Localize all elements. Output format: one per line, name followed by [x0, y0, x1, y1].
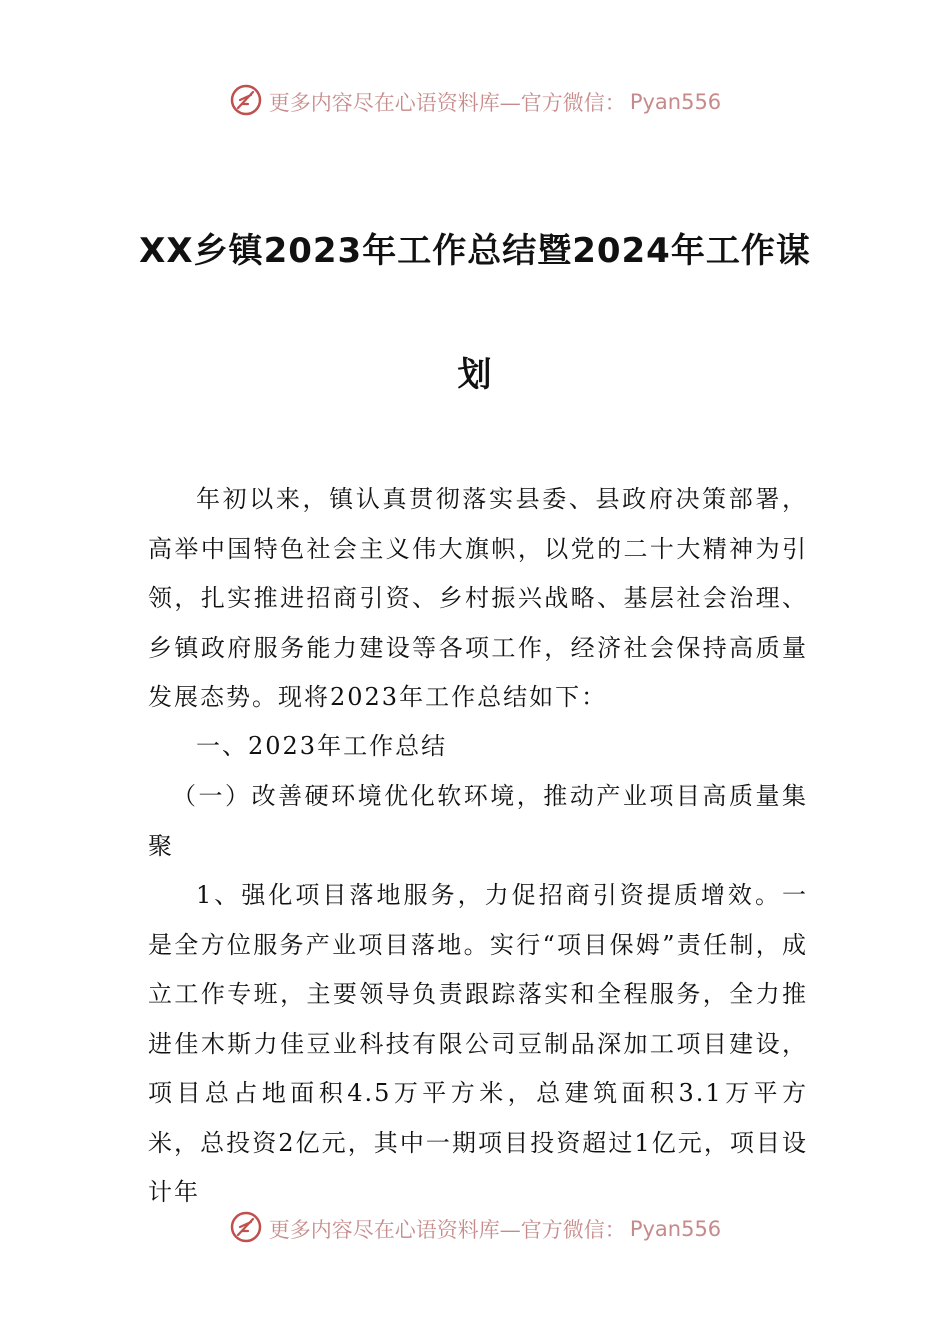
watermark-id: Pyan556	[629, 90, 722, 114]
intro-paragraph: 年初以来，镇认真贯彻落实县委、县政府决策部署，高举中国特色社会主义伟大旗帜，以党的二十大精神为引领，扎实推进招商引资、乡村振兴战略、基层社会治理、乡镇政府服务能力建设等各项工作，经济社会保持高质量发展态势。现将2023年工作总结如下：	[148, 485, 808, 711]
subsection-heading: （一）改善硬环境优化软环境，推动产业项目高质量集聚	[148, 782, 808, 860]
watermark-header	[0, 82, 950, 122]
quill-logo-icon	[229, 83, 263, 122]
document-title-line1: XX乡镇2023年工作总结暨2024年工作谋	[139, 231, 811, 271]
body-paragraph: 1、强化项目落地服务，力促招商引资提质增效。一是全方位服务产业项目落地。实行“项目保姆”责任制，成立工作专班，主要领导负责跟踪落实和全程服务，全力推进佳木斯力佳豆业科技有限公司豆制品深加工项目建设，项目总占地面积4.5万平方米，总建筑面积3.1万平方米，总投资2亿元，其中一期项目投资超过1亿元，项目设计年	[148, 881, 808, 1206]
watermark-footer	[0, 1209, 950, 1249]
document-title-line2: 划	[457, 355, 493, 395]
section-heading: 一、2023年工作总结	[196, 732, 448, 760]
watermark-text: 更多内容尽在心语资料库—官方微信：	[268, 91, 626, 115]
watermark-id: Pyan556	[629, 1217, 722, 1241]
quill-logo-icon	[229, 1210, 263, 1249]
watermark-text: 更多内容尽在心语资料库—官方微信：	[268, 1218, 626, 1242]
